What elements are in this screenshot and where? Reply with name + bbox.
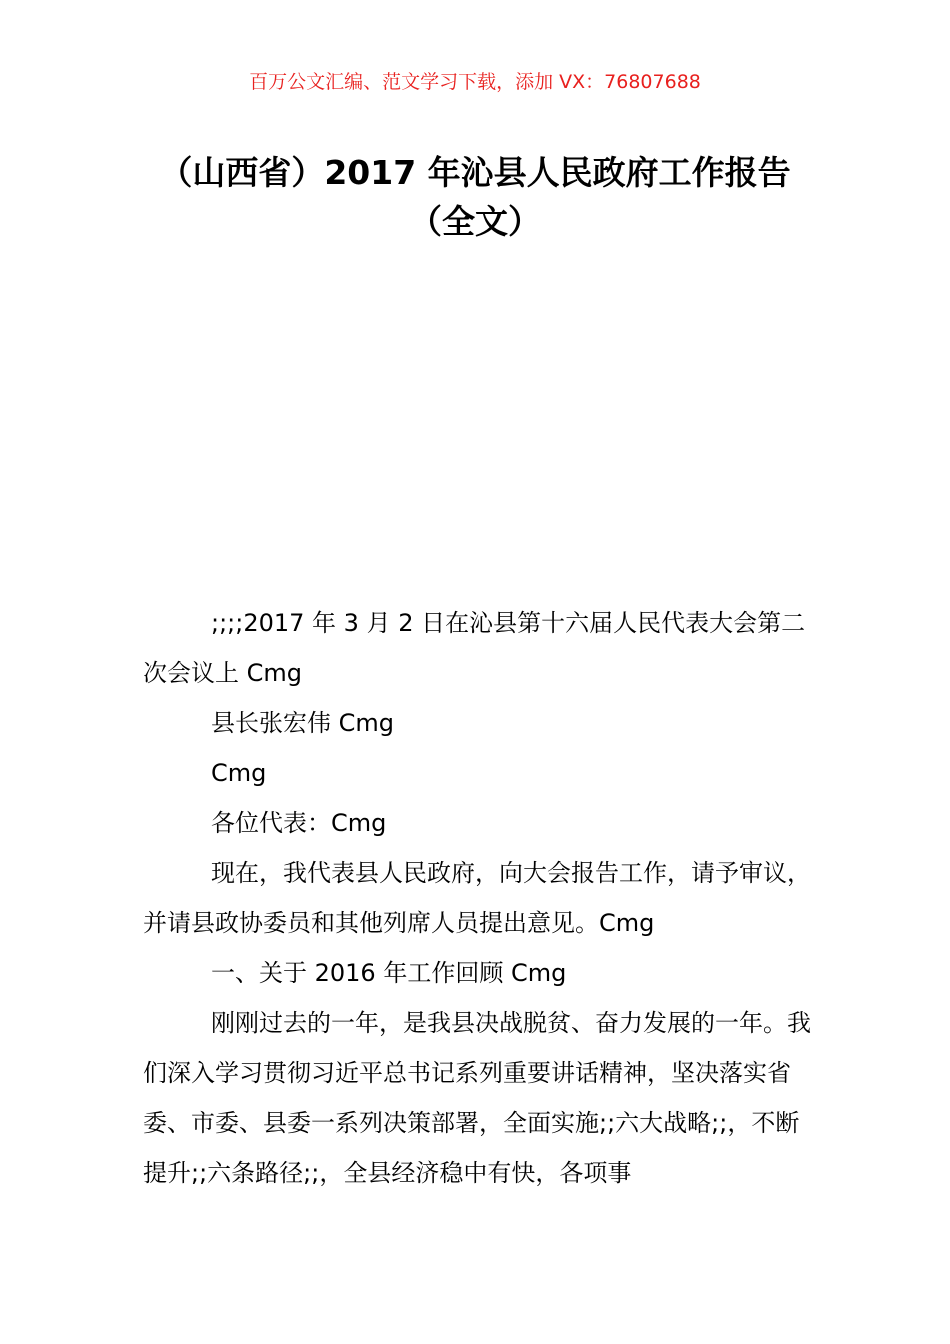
speaker-line: 县长张宏伟 Cmg (211, 709, 394, 737)
document-title-line-2: （全文） (409, 202, 541, 241)
blank-marker-line: Cmg (211, 759, 267, 787)
meeting-info-paragraph: ;;;;2017 年 3 月 2 日在沁县第十六届人民代表大会第二次会议上 Cmg (143, 609, 806, 687)
section-heading: 一、关于 2016 年工作回顾 Cmg (211, 959, 567, 987)
document-title (110, 148, 840, 246)
review-paragraph: 刚刚过去的一年，是我县决战脱贫、奋力发展的一年。我们深入学习贯彻习近平总书记系列重要讲话精神，坚决落实省委、市委、县委一系列决策部署，全面实施;;六大战略;;，不断提升;;六条路径;;，全县经济稳中有快，各项事 (143, 1009, 811, 1187)
salutation-line: 各位代表：Cmg (211, 809, 387, 837)
header-promo-note: 百万公文汇编、范文学习下载，添加 VX：76807688 (249, 71, 701, 93)
document-title-line-1: （山西省）2017 年沁县人民政府工作报告 (159, 153, 791, 192)
document-body (143, 598, 813, 1198)
opening-paragraph: 现在，我代表县人民政府，向大会报告工作，请予审议，并请县政协委员和其他列席人员提出意见。Cmg (143, 859, 811, 937)
